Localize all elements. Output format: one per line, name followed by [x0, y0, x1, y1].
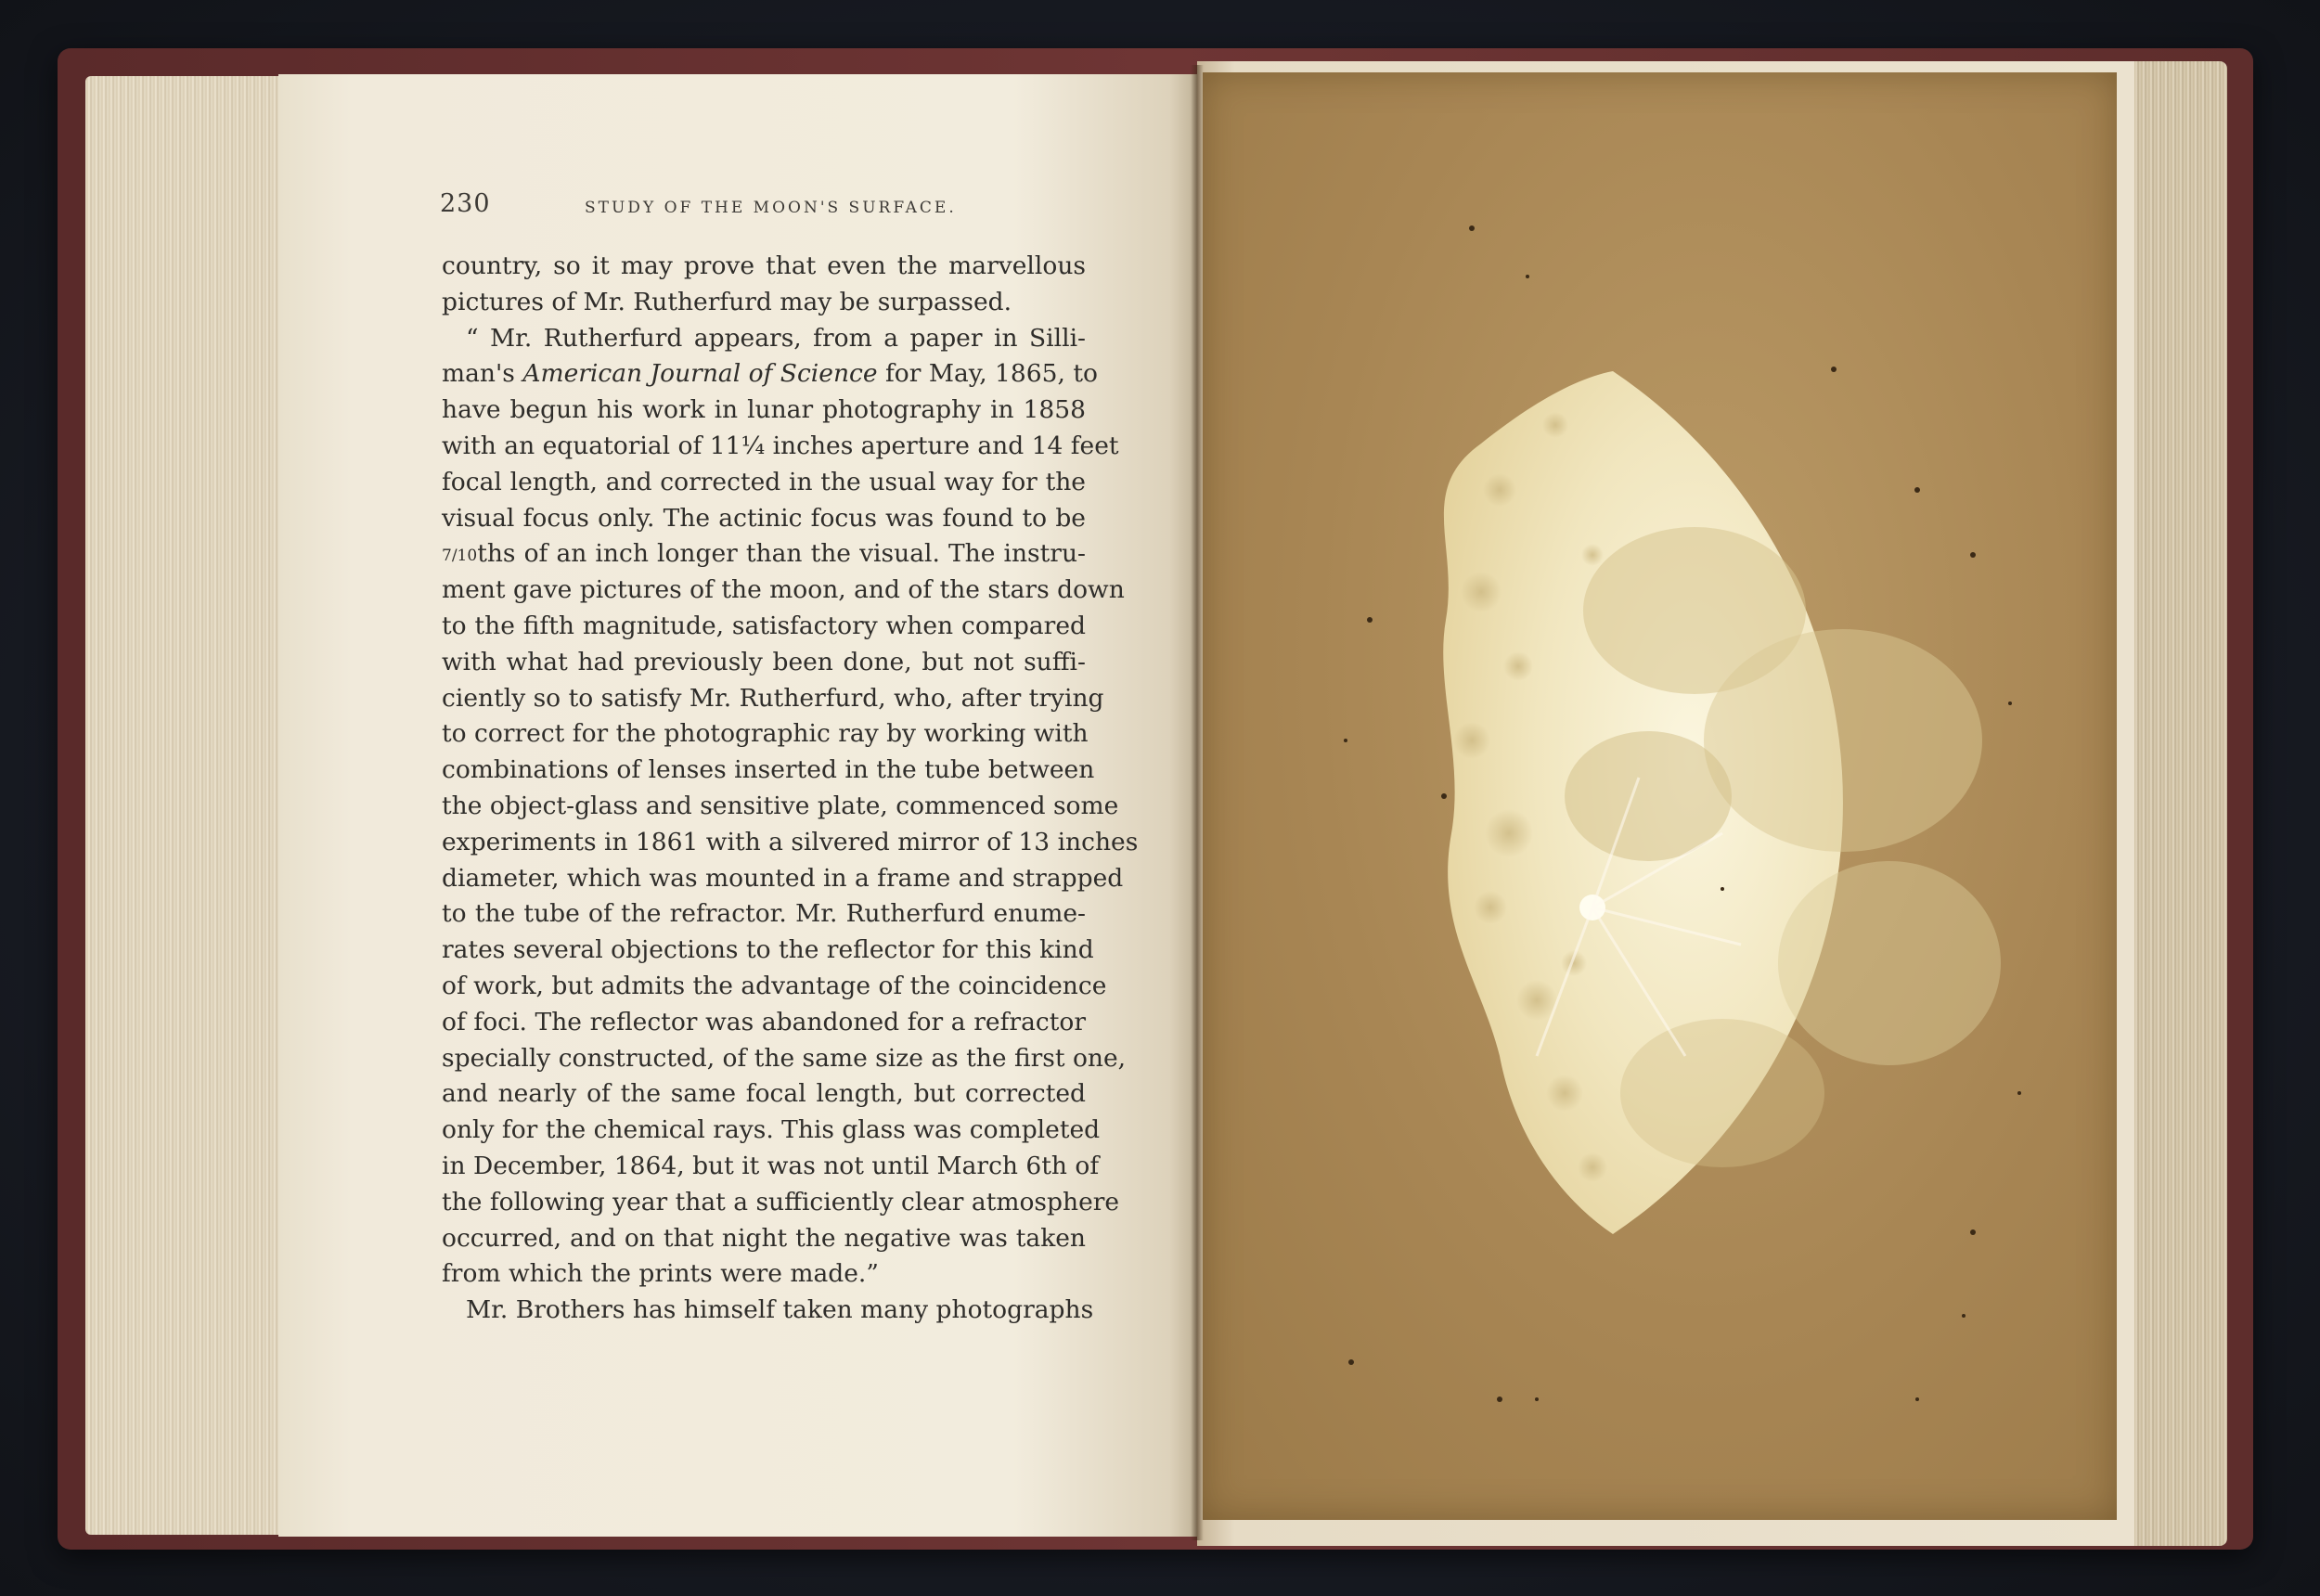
text-line — [442, 393, 1086, 429]
text-span: experiments in 1861 with a silvered mirror of 13 inches — [442, 827, 1139, 856]
text-line — [442, 1185, 1120, 1221]
text-span: ment gave pictures of the moon, and of the stars down — [442, 575, 1125, 605]
text-span: diameter, which was mounted in a frame and strapped — [442, 863, 1124, 893]
text-line — [442, 356, 1098, 393]
text-line — [442, 1256, 1086, 1293]
text-span: country, so it may prove that even the marvellous — [442, 251, 1086, 280]
text-span: from which the prints were made.” — [442, 1259, 879, 1289]
text-span: with an equatorial of 11 — [442, 431, 741, 460]
text-line — [442, 1041, 1127, 1077]
body-text — [442, 249, 1139, 1329]
text-span: with what had previously been done, but not suffi- — [442, 647, 1086, 676]
text-line — [442, 321, 1086, 357]
text-span: of foci. The reflector was abandoned for a refractor — [442, 1007, 1086, 1036]
text-line — [442, 825, 1139, 861]
text-line — [442, 609, 1086, 645]
text-span: ciently so to satisfy Mr. Rutherfurd, who, after trying — [442, 683, 1104, 713]
text-line — [442, 789, 1119, 825]
text-line — [442, 285, 1086, 321]
text-line — [442, 1113, 1101, 1149]
text-line — [442, 896, 1086, 933]
text-span: in December, 1864, but it was not until March 6th of — [442, 1151, 1100, 1180]
text-span: “ Mr. Rutherfurd appears, from a paper in Silli- — [466, 323, 1086, 353]
text-line — [442, 1221, 1086, 1257]
text-span: specially constructed, of the same size as the first one, — [442, 1043, 1127, 1073]
text-span: to correct for the photographic ray by working with — [442, 719, 1089, 749]
text-span: of work, but admits the advantage of the coincidence — [442, 971, 1107, 1000]
text-span: man's — [442, 359, 523, 389]
text-line — [442, 1293, 1094, 1329]
text-line — [442, 1076, 1086, 1113]
text-span: the following year that a sufficiently clear atmosphere — [442, 1187, 1120, 1216]
text-line — [442, 645, 1086, 681]
text-line — [442, 1149, 1100, 1185]
text-span: to the fifth magnitude, satisfactory when compared — [442, 611, 1086, 640]
text-line — [442, 536, 1086, 573]
text-line — [442, 969, 1107, 1005]
text-line — [442, 501, 1086, 537]
text-line — [442, 681, 1104, 717]
text-span: rates several objections to the reflector for this kind — [442, 935, 1094, 965]
text-line — [442, 716, 1089, 753]
text-span: ths of an inch longer than the visual. The instru- — [477, 539, 1086, 569]
text-span: and nearly of the same focal length, but corrected — [442, 1079, 1086, 1109]
text-span: only for the chemical rays. This glass was completed — [442, 1115, 1101, 1145]
text-span: combinations of lenses inserted in the tube between — [442, 755, 1095, 785]
text-span: Mr. Brothers has himself taken many photographs — [466, 1295, 1094, 1325]
page-number: 230 — [440, 189, 491, 218]
book-gutter — [1191, 65, 1204, 1540]
text-line — [442, 933, 1094, 969]
text-span: to the tube of the refractor. Mr. Rutherfurd enume- — [442, 899, 1086, 929]
text-line — [442, 465, 1086, 501]
text-line — [442, 573, 1125, 609]
text-span: American Journal of Science — [522, 359, 878, 389]
moon-photograph-icon — [1203, 72, 2117, 1520]
text-span: ¼ — [741, 431, 766, 460]
text-span: the object-glass and sensitive plate, commenced some — [442, 791, 1119, 820]
text-span: 7/10 — [442, 547, 478, 566]
text-span: for May, 1865, to — [877, 359, 1098, 389]
running-head-title: STUDY OF THE MOON'S SURFACE. — [585, 199, 957, 217]
text-line — [442, 249, 1086, 285]
text-line — [442, 1005, 1086, 1041]
text-line — [442, 429, 1119, 465]
right-page-edges — [2125, 61, 2227, 1546]
left-page-edges — [85, 76, 280, 1535]
text-span: focal length, and corrected in the usual way for the — [442, 467, 1086, 496]
text-span: pictures of Mr. Rutherfurd may be surpassed. — [442, 287, 1012, 316]
text-span: have begun his work in lunar photography in 1858 — [442, 395, 1086, 425]
text-line — [442, 861, 1124, 897]
text-span: inches aperture and 14 feet — [765, 431, 1119, 460]
text-span: visual focus only. The actinic focus was found to be — [442, 503, 1086, 533]
text-line — [442, 753, 1095, 789]
running-head — [440, 189, 1089, 226]
text-span: occurred, and on that night the negative was taken — [442, 1223, 1086, 1253]
